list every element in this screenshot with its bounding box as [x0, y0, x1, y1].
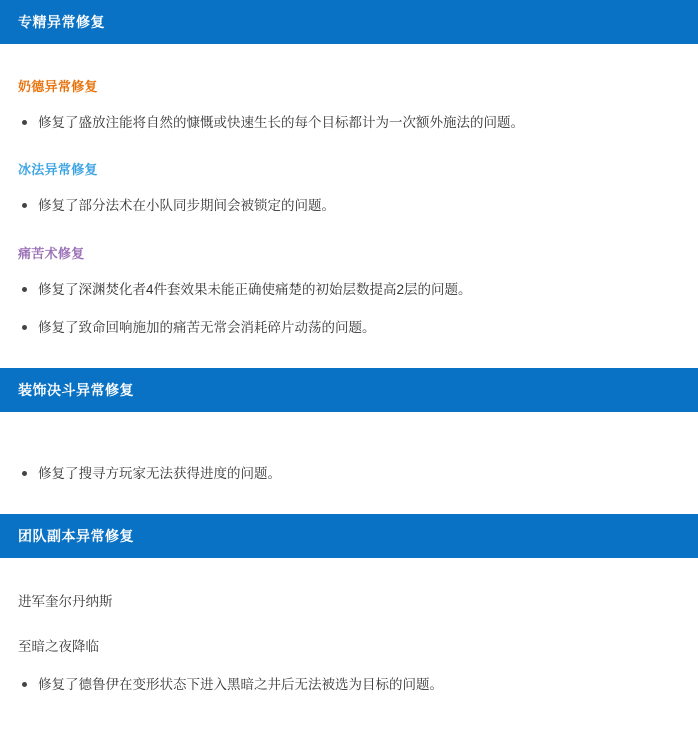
- raid-name-line-2: 至暗之夜降临: [18, 638, 99, 654]
- subsection-title-resto-druid: 奶德异常修复: [18, 79, 98, 94]
- list-item-text: 修复了深渊焚化者4件套效果未能正确使痛楚的初始层数提高2层的问题。: [38, 281, 472, 297]
- list-item-text: 修复了搜寻方玩家无法获得进度的问题。: [38, 466, 281, 481]
- list-item: [18, 280, 680, 300]
- section-header-raid: 团队副本异常修复: [0, 514, 698, 558]
- bullet-dot-icon: [22, 203, 27, 208]
- list-item-text: 修复了致命回响施加的痛苦无常会消耗碎片动荡的问题。: [38, 319, 376, 335]
- section-body-brawl: [0, 412, 698, 514]
- bullet-dot-icon: [22, 287, 27, 292]
- spacer: [18, 558, 680, 592]
- list-item-text: 修复了盛放注能将自然的慷慨或快速生长的每个目标都计为一次额外施法的问题。: [38, 115, 524, 130]
- raid-name-line-1: 进军奎尔丹纳斯: [18, 594, 113, 610]
- list-item: [18, 196, 680, 216]
- section-header-brawl: 装饰决斗异常修复: [0, 368, 698, 412]
- section-header-specialization: 专精异常修复: [0, 0, 698, 44]
- list-item-text: 修复了德鲁伊在变形状态下进入黑暗之井后无法被选为目标的问题。: [38, 676, 443, 692]
- list-item: [18, 318, 680, 338]
- bullet-dot-icon: [22, 120, 27, 125]
- subsection-title-affliction-warlock: 痛苦术修复: [18, 245, 85, 261]
- bullet-list-resto-druid: [18, 113, 680, 133]
- bullet-dot-icon: [22, 471, 27, 476]
- bullet-list-brawl: [18, 464, 680, 484]
- subsection-resto-druid: [18, 44, 680, 133]
- list-item: [18, 113, 680, 133]
- subsection-title-frost-mage: 冰法异常修复: [18, 162, 98, 178]
- bullet-list-affliction-warlock: [18, 280, 680, 339]
- bullet-dot-icon: [22, 682, 27, 687]
- spacer: [18, 484, 680, 514]
- bullet-list-raid: [18, 675, 680, 695]
- subsection-frost-mage: [18, 133, 680, 216]
- bullet-list-frost-mage: [18, 196, 680, 216]
- subsection-affliction-warlock: [18, 217, 680, 339]
- section-body-specialization: [0, 44, 698, 368]
- spacer: [18, 412, 680, 446]
- section-body-raid: [0, 558, 698, 695]
- bullet-dot-icon: [22, 325, 27, 330]
- spacer: [18, 338, 680, 368]
- list-item: [18, 675, 680, 695]
- list-item-text: 修复了部分法术在小队同步期间会被锁定的问题。: [38, 198, 335, 214]
- list-item: [18, 464, 680, 484]
- spacer: [18, 613, 680, 637]
